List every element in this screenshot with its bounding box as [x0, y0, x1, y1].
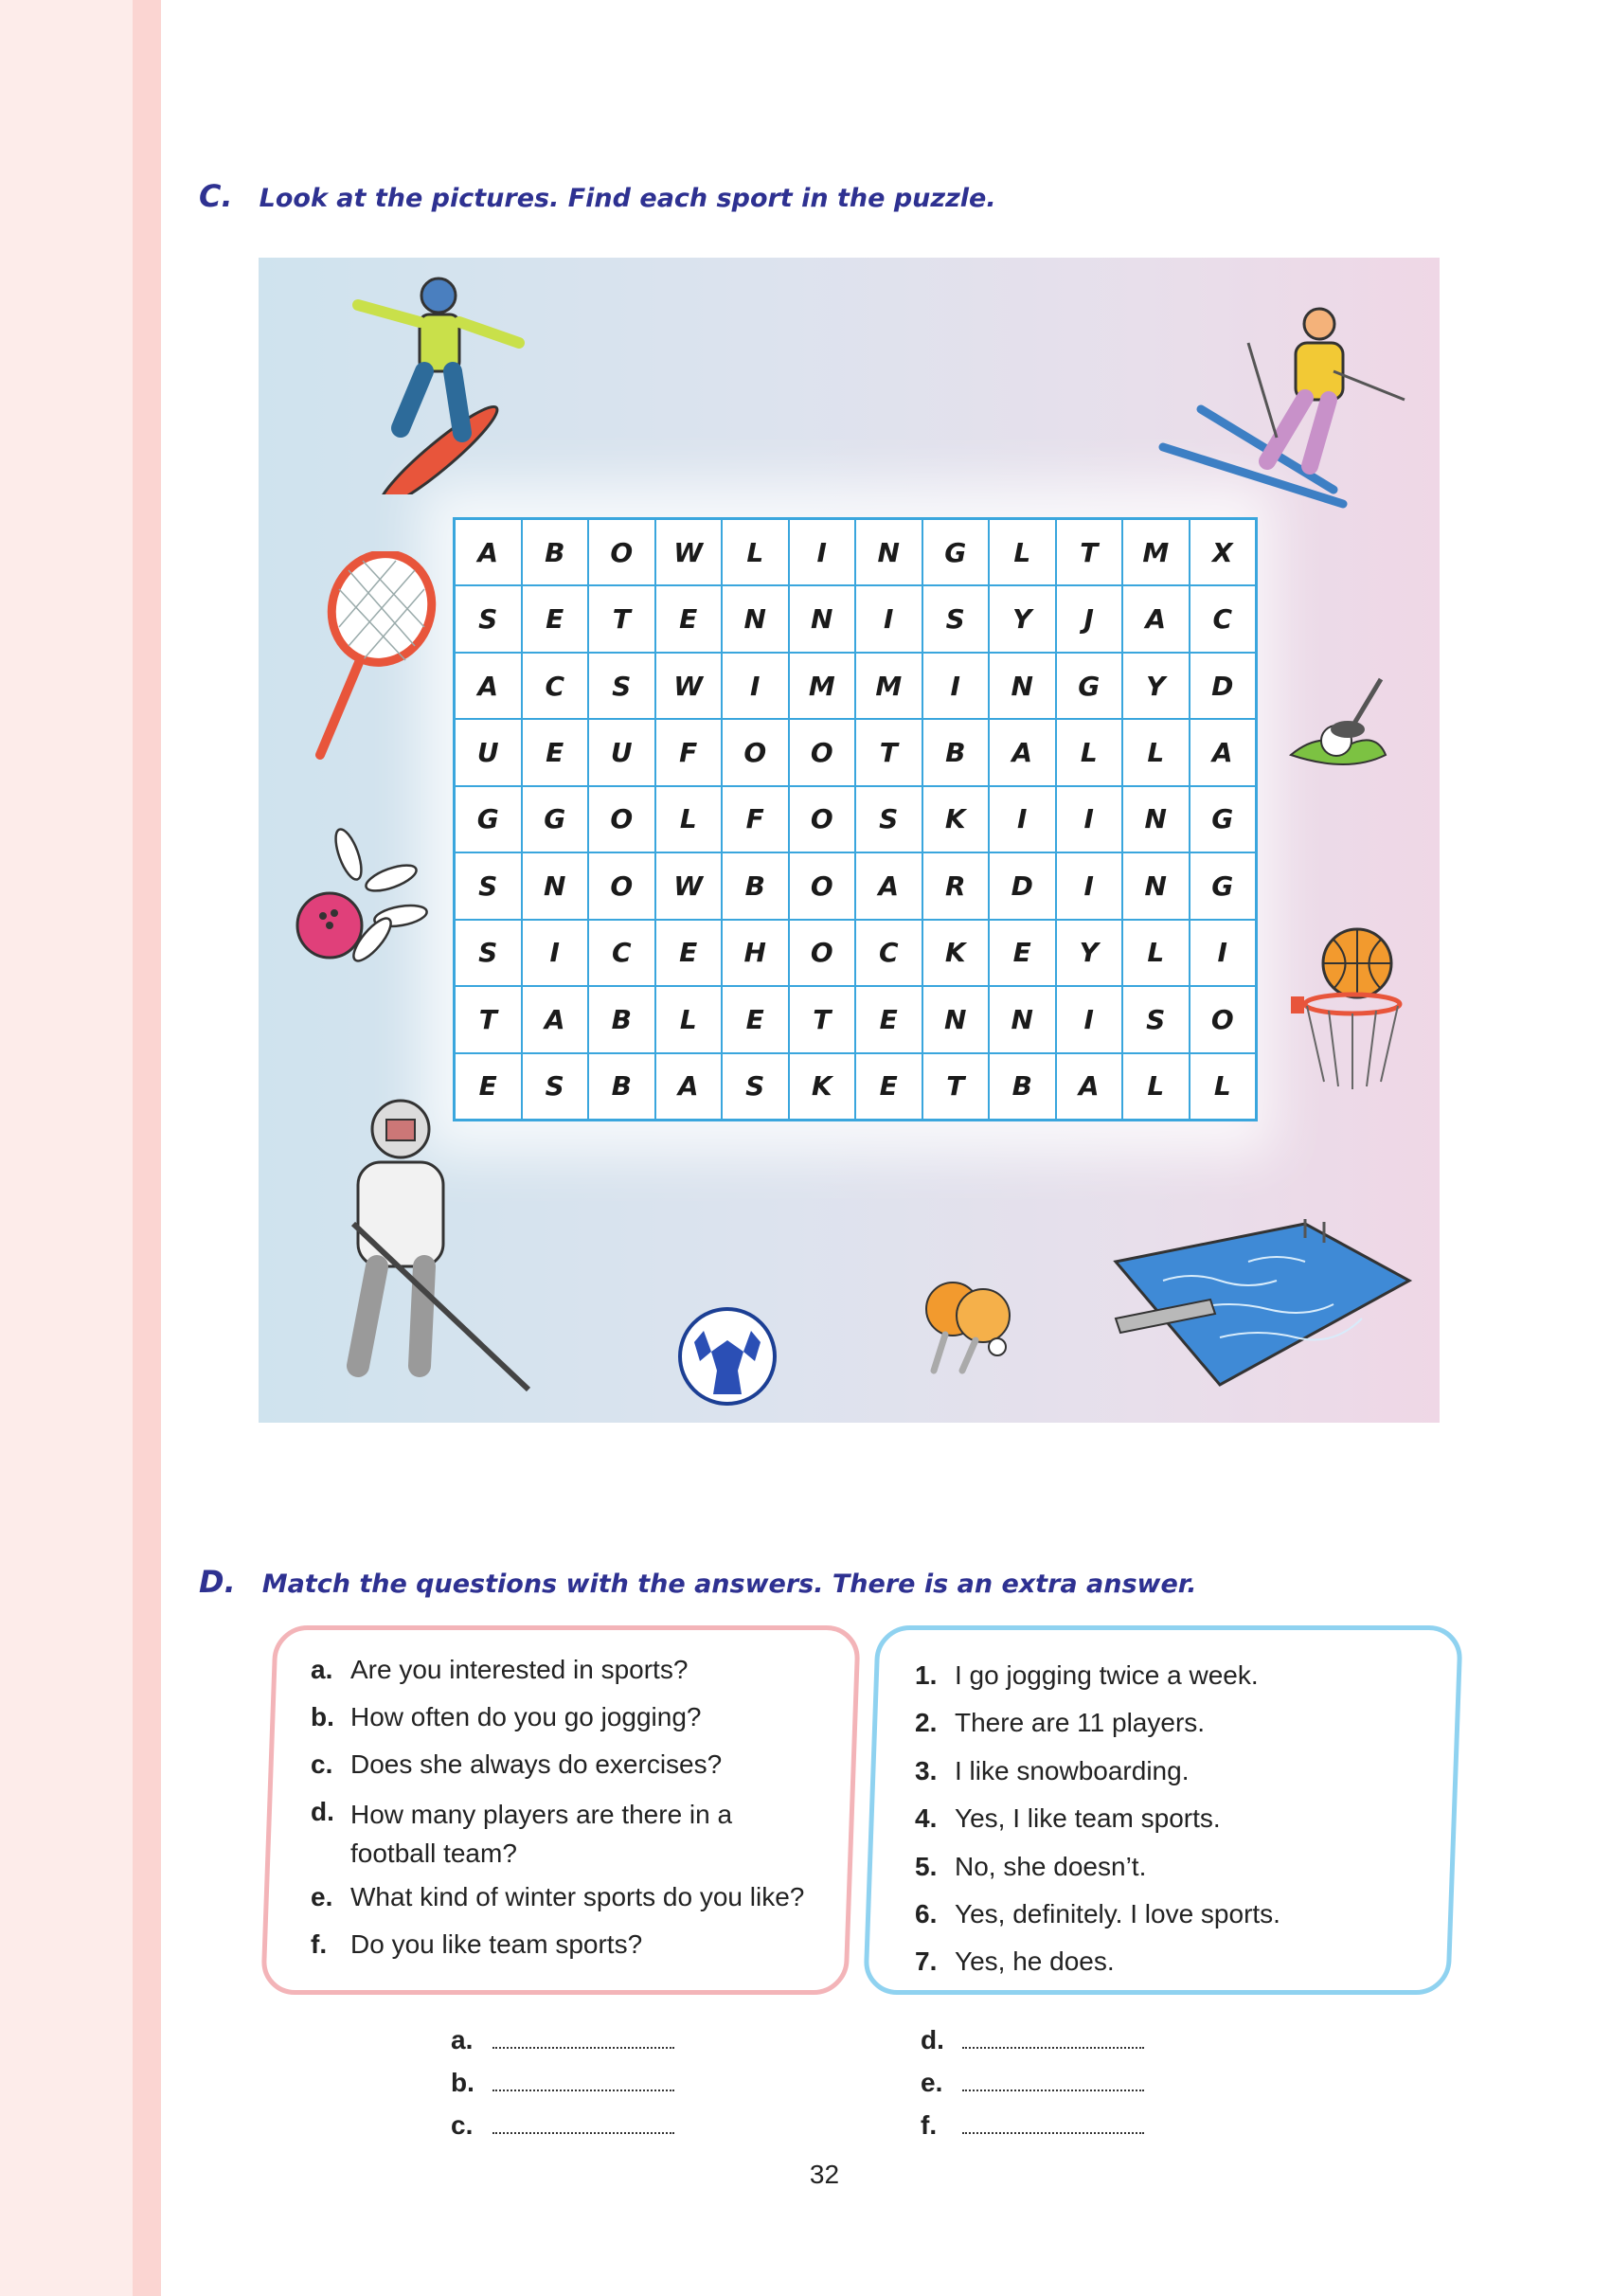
grid-cell[interactable]: M — [789, 653, 856, 719]
answer-item: 7. Yes, he does. — [915, 1946, 1115, 1977]
grid-cell[interactable]: S — [455, 920, 522, 986]
answer-blank[interactable] — [962, 2030, 1144, 2049]
grid-cell[interactable]: E — [722, 986, 789, 1052]
grid-cell[interactable]: G — [1190, 786, 1257, 852]
grid-cell[interactable]: O — [588, 852, 655, 919]
question-item: e. What kind of winter sports do you like? — [311, 1882, 805, 1911]
grid-cell[interactable]: S — [522, 1053, 589, 1120]
grid-cell[interactable]: C — [522, 653, 589, 719]
skier-icon — [1144, 286, 1419, 513]
answer-blank[interactable] — [962, 2115, 1144, 2134]
section-d-letter: D. — [199, 1564, 236, 1600]
grid-cell[interactable]: N — [989, 653, 1056, 719]
grid-cell[interactable]: H — [722, 920, 789, 986]
answer-blank[interactable] — [492, 2072, 674, 2091]
section-c-letter: C. — [199, 178, 233, 214]
grid-cell[interactable]: B — [722, 852, 789, 919]
grid-cell[interactable]: L — [1122, 1053, 1190, 1120]
grid-cell[interactable]: C — [855, 920, 922, 986]
grid-cell[interactable]: B — [588, 1053, 655, 1120]
question-item: c. Does she always do exercises? — [311, 1749, 723, 1779]
word-search-grid — [453, 517, 1258, 1121]
grid-cell[interactable]: L — [1056, 719, 1123, 785]
answer-blank[interactable] — [492, 2115, 674, 2134]
grid-cell[interactable]: T — [588, 585, 655, 652]
grid-cell[interactable]: F — [655, 719, 723, 785]
grid-cell[interactable]: X — [1190, 519, 1257, 585]
grid-cell[interactable]: O — [1190, 986, 1257, 1052]
swimming-pool-icon — [1106, 1214, 1419, 1394]
grid-cell[interactable]: G — [1190, 852, 1257, 919]
grid-cell[interactable]: I — [789, 519, 856, 585]
grid-cell[interactable]: E — [522, 719, 589, 785]
grid-cell[interactable]: O — [789, 852, 856, 919]
grid-cell[interactable]: I — [1056, 986, 1123, 1052]
grid-cell[interactable]: A — [989, 719, 1056, 785]
ice-hockey-player-icon — [287, 1091, 552, 1404]
grid-cell[interactable]: R — [922, 852, 990, 919]
answers-list — [915, 1659, 1445, 1993]
grid-cell[interactable]: N — [1122, 786, 1190, 852]
tennis-racket-icon — [292, 551, 443, 769]
grid-cell[interactable]: I — [922, 653, 990, 719]
grid-cell[interactable]: I — [989, 786, 1056, 852]
grid-cell[interactable]: T — [455, 986, 522, 1052]
grid-cell[interactable]: O — [722, 719, 789, 785]
grid-cell[interactable]: G — [1056, 653, 1123, 719]
grid-cell[interactable]: I — [1056, 786, 1123, 852]
answer-line-b[interactable]: b. — [451, 2068, 674, 2098]
question-item: b. How often do you go jogging? — [311, 1702, 702, 1731]
grid-cell[interactable]: Y — [1122, 653, 1190, 719]
grid-cell[interactable]: A — [855, 852, 922, 919]
grid-cell[interactable]: O — [789, 719, 856, 785]
grid-cell[interactable]: B — [989, 1053, 1056, 1120]
grid-cell[interactable]: K — [789, 1053, 856, 1120]
grid-cell[interactable]: E — [855, 1053, 922, 1120]
grid-cell[interactable]: E — [522, 585, 589, 652]
answer-line-c[interactable]: c. — [451, 2110, 674, 2141]
answer-blank[interactable] — [492, 2030, 674, 2049]
grid-cell[interactable]: C — [588, 920, 655, 986]
grid-cell[interactable]: N — [922, 986, 990, 1052]
grid-cell[interactable]: Y — [989, 585, 1056, 652]
grid-cell[interactable]: D — [989, 852, 1056, 919]
grid-cell[interactable]: A — [1190, 719, 1257, 785]
grid-cell[interactable]: N — [1122, 852, 1190, 919]
grid-cell[interactable]: S — [922, 585, 990, 652]
grid-cell[interactable]: I — [1056, 852, 1123, 919]
grid-cell[interactable]: A — [655, 1053, 723, 1120]
grid-cell[interactable]: G — [522, 786, 589, 852]
answer-item: 5. No, she doesn’t. — [915, 1851, 1147, 1881]
answer-line-f[interactable]: f. — [921, 2110, 1144, 2141]
answer-item: 3. I like snowboarding. — [915, 1755, 1190, 1785]
question-item: d. How many players are there in a football team? — [311, 1797, 733, 1868]
answer-blank[interactable] — [962, 2072, 1144, 2091]
grid-cell[interactable]: B — [922, 719, 990, 785]
snowboarder-icon — [325, 267, 571, 494]
grid-cell[interactable]: E — [655, 920, 723, 986]
grid-cell[interactable]: I — [722, 653, 789, 719]
basketball-hoop-icon — [1286, 921, 1419, 1091]
grid-cell[interactable]: W — [655, 852, 723, 919]
grid-cell[interactable]: O — [789, 920, 856, 986]
grid-cell[interactable]: I — [855, 585, 922, 652]
grid-cell[interactable]: Y — [1056, 920, 1123, 986]
grid-cell[interactable]: S — [588, 653, 655, 719]
grid-cell[interactable]: A — [1056, 1053, 1123, 1120]
grid-cell[interactable]: E — [455, 1053, 522, 1120]
grid-cell[interactable]: L — [989, 519, 1056, 585]
grid-cell[interactable]: L — [1190, 1053, 1257, 1120]
grid-cell[interactable]: F — [722, 786, 789, 852]
grid-cell[interactable]: E — [655, 585, 723, 652]
bowling-icon — [277, 826, 448, 978]
golf-club-icon — [1281, 674, 1395, 779]
grid-cell[interactable]: S — [855, 786, 922, 852]
grid-cell[interactable]: L — [655, 986, 723, 1052]
grid-cell[interactable]: T — [922, 1053, 990, 1120]
grid-cell[interactable]: S — [455, 852, 522, 919]
grid-cell[interactable]: N — [522, 852, 589, 919]
grid-cell[interactable]: U — [588, 719, 655, 785]
grid-cell[interactable]: N — [722, 585, 789, 652]
answer-line-e[interactable]: e. — [921, 2068, 1144, 2098]
grid-cell[interactable]: M — [1122, 519, 1190, 585]
section-c-heading — [199, 178, 996, 214]
section-c-instruction: Look at the pictures. Find each sport in the puzzle. — [259, 184, 996, 213]
grid-cell[interactable]: D — [1190, 653, 1257, 719]
page-margin-stripe — [133, 0, 161, 2296]
grid-cell[interactable]: L — [722, 519, 789, 585]
grid-cell[interactable]: O — [588, 786, 655, 852]
grid-cell[interactable]: S — [1122, 986, 1190, 1052]
question-item: a. Are you interested in sports? — [311, 1655, 689, 1684]
page-number: 32 — [809, 2160, 840, 2189]
grid-cell[interactable]: A — [1122, 585, 1190, 652]
grid-cell[interactable]: U — [455, 719, 522, 785]
grid-cell[interactable]: G — [922, 519, 990, 585]
answer-item: 1. I go jogging twice a week. — [915, 1660, 1259, 1690]
answer-item: 6. Yes, definitely. I love sports. — [915, 1898, 1280, 1928]
grid-cell[interactable]: N — [989, 986, 1056, 1052]
questions-list — [311, 1653, 841, 1975]
grid-cell[interactable]: T — [789, 986, 856, 1052]
grid-cell[interactable]: S — [722, 1053, 789, 1120]
grid-cell[interactable]: L — [1122, 719, 1190, 785]
grid-cell[interactable]: T — [855, 719, 922, 785]
grid-cell[interactable]: E — [989, 920, 1056, 986]
grid-cell[interactable]: I — [1190, 920, 1257, 986]
grid-cell[interactable]: A — [455, 653, 522, 719]
question-item: f. Do you like team sports? — [311, 1929, 643, 1959]
grid-cell[interactable]: S — [455, 585, 522, 652]
grid-cell[interactable]: I — [522, 920, 589, 986]
grid-cell[interactable]: N — [855, 519, 922, 585]
grid-cell[interactable]: G — [455, 786, 522, 852]
section-d-heading — [199, 1564, 1197, 1600]
grid-cell[interactable]: L — [655, 786, 723, 852]
grid-cell[interactable]: A — [522, 986, 589, 1052]
grid-cell[interactable]: T — [1056, 519, 1123, 585]
grid-cell[interactable]: W — [655, 653, 723, 719]
grid-cell[interactable]: O — [789, 786, 856, 852]
grid-cell[interactable]: J — [1056, 585, 1123, 652]
grid-cell[interactable]: A — [455, 519, 522, 585]
grid-cell[interactable]: L — [1122, 920, 1190, 986]
grid-cell[interactable]: M — [855, 653, 922, 719]
grid-cell[interactable]: W — [655, 519, 723, 585]
answer-line-d[interactable]: d. — [921, 2025, 1144, 2055]
grid-cell[interactable]: O — [588, 519, 655, 585]
grid-cell[interactable]: C — [1190, 585, 1257, 652]
football-icon — [675, 1304, 779, 1408]
grid-cell[interactable]: E — [855, 986, 922, 1052]
answer-item: 2. There are 11 players. — [915, 1708, 1206, 1738]
grid-cell[interactable]: N — [789, 585, 856, 652]
answer-line-a[interactable]: a. — [451, 2025, 674, 2055]
grid-cell[interactable]: B — [588, 986, 655, 1052]
grid-cell[interactable]: B — [522, 519, 589, 585]
section-d-instruction: Match the questions with the answers. There is an extra answer. — [261, 1570, 1197, 1599]
answer-item: 4. Yes, I like team sports. — [915, 1803, 1221, 1834]
grid-cell[interactable]: K — [922, 920, 990, 986]
grid-cell[interactable]: K — [922, 786, 990, 852]
table-tennis-paddles-icon — [917, 1276, 1021, 1380]
